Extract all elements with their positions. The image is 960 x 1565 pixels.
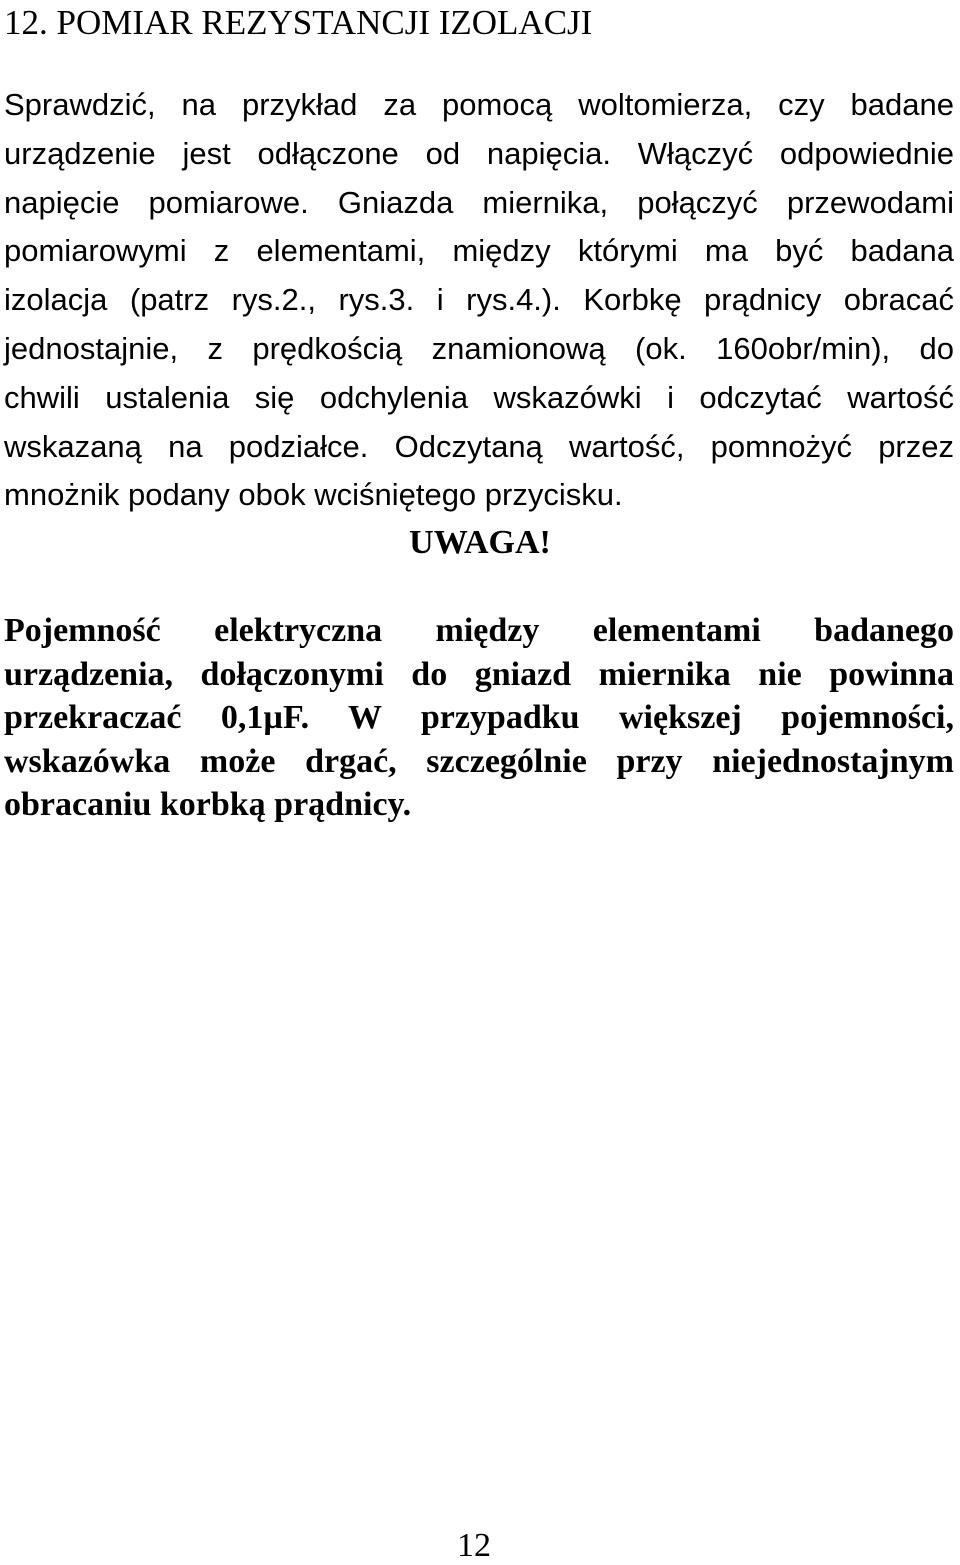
instruction-paragraph [4,81,954,520]
paragraph-line: pomiarowymi z elementami, między którymi ma być badana [4,233,954,269]
warning-line: wskazówka może drgać, szczególnie przy niejednostajnym [4,742,954,780]
warning-line: Pojemność elektryczna między elementami badanego [4,612,954,649]
paragraph-line: izolacja (patrz rys.2., rys.3. i rys.4.). Korbkę prądnicy obracać [4,282,954,318]
paragraph-line: urządzenie jest odłączone od napięcia. Włączyć odpowiednie [4,135,954,171]
warning-title: UWAGA! [409,524,551,561]
paragraph-line: jednostajnie, z prędkością znamionową (ok. 160obr/min), do [4,330,954,366]
paragraph-line: chwili ustalenia się odchylenia wskazówki i odczytać wartość [4,379,954,415]
warning-line: przekraczać 0,1µF. W przypadku większej pojemności, [4,699,954,736]
paragraph-line: napięcie pomiarowe. Gniazda miernika, połączyć przewodami [4,184,954,220]
paragraph-line: wskazaną na podziałce. Odczytaną wartość, pomnożyć przez [4,428,954,464]
warning-line: obracaniu korbką prądnicy. [4,786,412,823]
paragraph-line: mnożnik podany obok wciśniętego przycisku. [4,477,623,513]
paragraph-line: Sprawdzić, na przykład za pomocą woltomierza, czy badane [4,87,954,122]
warning-line: urządzenia, dołączonymi do gniazd miernika nie powinna [4,655,954,693]
warning-paragraph [4,609,954,827]
section-heading: 12. POMIAR REZYSTANCJI IZOLACJI [4,3,593,42]
page-number: 12 [457,1527,491,1564]
